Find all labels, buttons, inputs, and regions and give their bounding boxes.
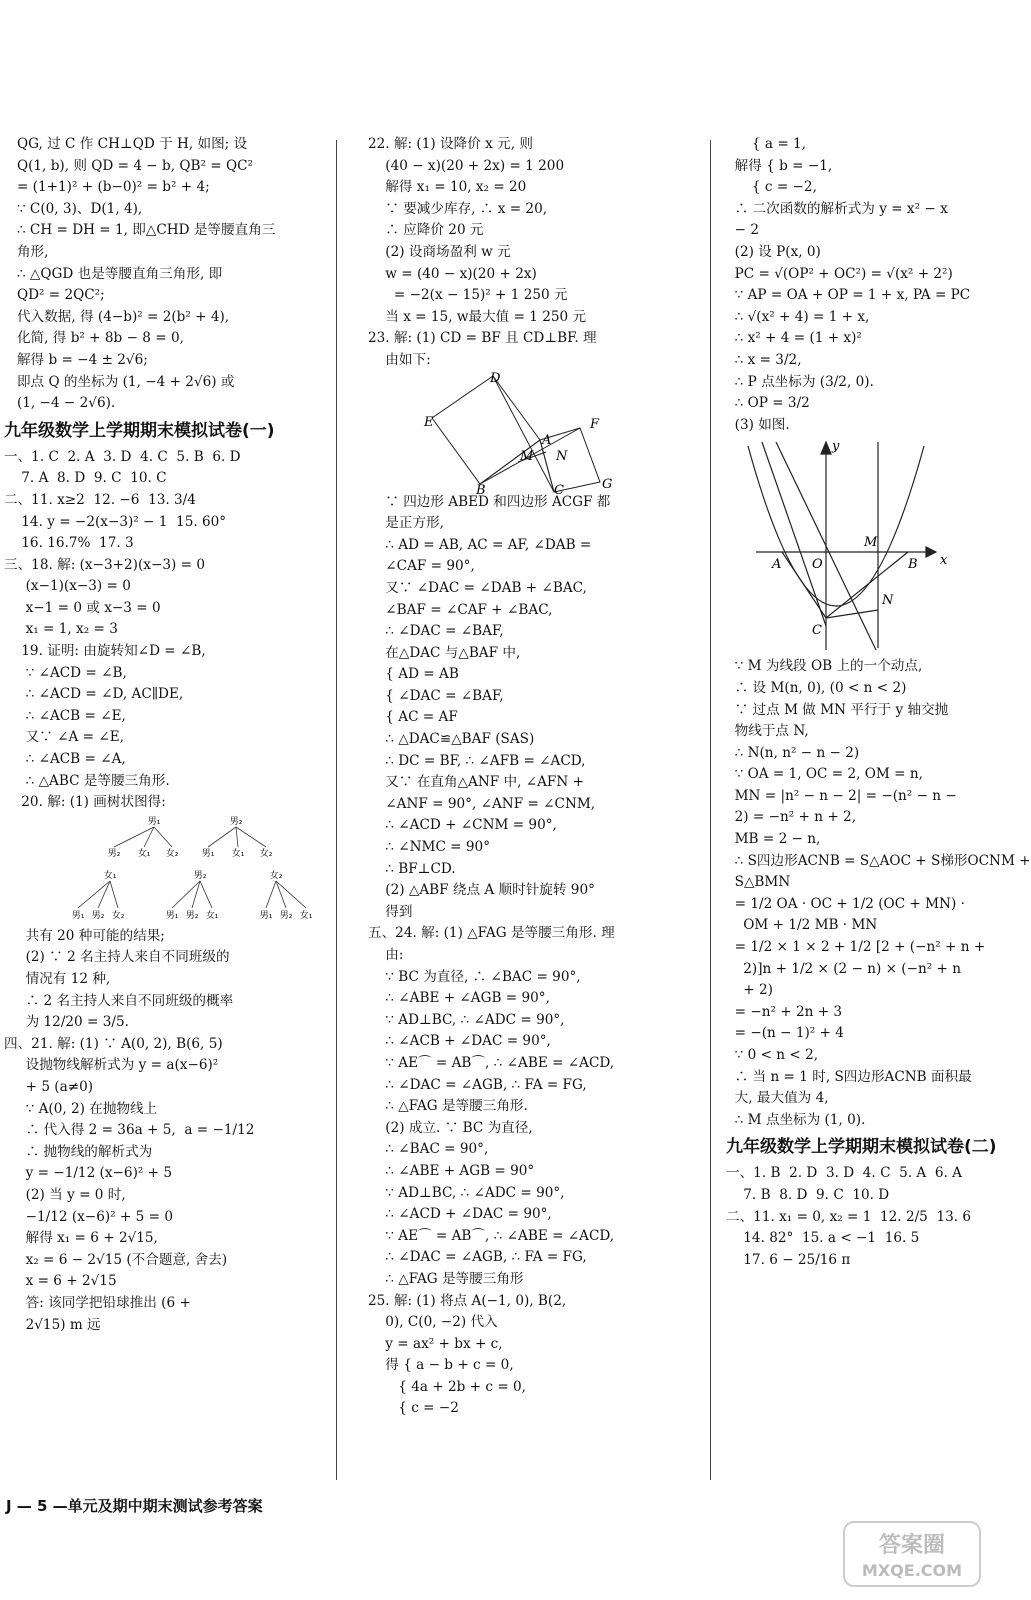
text-line: ∴ ∠DAC = ∠AGB, ∴ FA = FG, (368, 1249, 587, 1266)
column-middle (368, 134, 658, 1420)
text-line: y = ax² + bx + c, (368, 1335, 503, 1352)
text-line: ∵ 过点 M 做 MN 平行于 y 轴交抛 (726, 701, 949, 718)
text-line: 由如下: (368, 351, 431, 368)
tree-node-label: 男₁ (71, 910, 85, 921)
text-line: ∴ 2 名主持人来自不同班级的概率 (4, 992, 234, 1009)
text-line: ∵ AD⊥BC, ∴ ∠ADC = 90°, (368, 1011, 565, 1028)
graph-point-label: y (832, 439, 840, 455)
diagram-point-label: B (476, 482, 486, 498)
text-line: S△BMN (726, 874, 791, 891)
text-line: ∴ CH = DH = 1, 即△CHD 是等腰直角三 (4, 222, 276, 239)
text-line: 7. A 8. D 9. C 10. C (4, 470, 167, 487)
text-line: (3) 如图. (726, 416, 790, 433)
text-line: ∴ △DAC≌△BAF (SAS) (368, 731, 535, 748)
text-line: 三、18. 解: (x−3+2)(x−3) = 0 (4, 556, 205, 573)
tree-branch (154, 827, 172, 847)
text-line: = −2(x − 15)² + 1 250 元 (368, 287, 568, 304)
text-line: PC = √(OP² + OC²) = √(x² + 2²) (726, 265, 953, 282)
text-line: ∴ ∠ACB = ∠E, (4, 707, 126, 724)
text-line: 25. 解: (1) 将点 A(−1, 0), B(2, (368, 1292, 567, 1309)
text-line: 0), C(0, −2) 代入 (368, 1314, 498, 1331)
answer-block-q25-part3 (726, 656, 1031, 1131)
text-line: 化简, 得 b² + 8b − 8 = 0, (4, 330, 184, 347)
text-line: ∴ ∠ACD + ∠CNM = 90°, (368, 817, 557, 834)
text-line: 角形, (4, 243, 49, 260)
tree-diagram (4, 814, 326, 926)
text-line: (40 − x)(20 + 2x) = 1 200 (368, 157, 565, 174)
text-line: 情况有 12 种, (4, 971, 111, 987)
text-line: (2) 设商场盈利 w 元 (368, 243, 511, 260)
text-line: 7. B 8. D 9. C 10. D (726, 1186, 890, 1203)
text-line: ∵ M 为线段 OB 上的一个动点, (726, 658, 923, 675)
text-line: (x−1)(x−3) = 0 (4, 578, 131, 595)
text-line: 14. 82° 15. a < −1 16. 5 (726, 1230, 920, 1247)
text-line: ∴ ∠ACB + ∠DAC = 90°, (368, 1033, 551, 1050)
tree-branch (200, 881, 212, 908)
diagram-point-label: F (590, 416, 600, 432)
text-line: ∴ 二次函数的解析式为 y = x² − x (726, 200, 948, 217)
text-line: 16. 16.7% 17. 3 (4, 535, 134, 552)
answer-block-exam1-part1 (4, 447, 326, 814)
text-line: 19. 证明: 由旋转知∠D = ∠B, (4, 643, 206, 660)
text-line: 2√15) m 远 (4, 1316, 101, 1333)
tree-node-label: 男₂ (107, 848, 121, 859)
diagram-point-label: D (490, 370, 501, 386)
text-line: ∴ ∠ACD = ∠D, AC∥DE, (4, 686, 184, 703)
text-line: = −(n − 1)² + 4 (726, 1025, 844, 1042)
tree-node-label: 男₁ (147, 816, 161, 827)
text-line: 解得 { b = −1, (726, 157, 833, 174)
text-line: + 5 (a≠0) (4, 1078, 94, 1095)
text-line: (2) ∵ 2 名主持人来自不同班级的 (4, 949, 230, 966)
text-line: 一、1. B 2. D 3. D 4. C 5. A 6. A (726, 1165, 962, 1182)
text-line: = 1/2 × 1 × 2 + 1/2 [2 + (−n² + n + (726, 939, 986, 956)
answer-block-q23-q25 (368, 492, 658, 1421)
text-line: ∵ AE⌒ = AB⌒, ∴ ∠ABE = ∠ACD, (368, 1054, 615, 1071)
answer-block-q25-continued (726, 134, 988, 436)
text-line: 即点 Q 的坐标为 (1, −4 + 2√6) 或 (4, 373, 235, 390)
tree-node-label: 男₁ (201, 848, 215, 859)
text-line: ∴ 抛物线的解析式为 (4, 1143, 153, 1160)
geometry-diagram (368, 370, 658, 498)
text-line: ∵ AP = OA + OP = 1 + x, PA = PC (726, 287, 971, 304)
text-line: y = −1/12 (x−6)² + 5 (4, 1165, 172, 1182)
text-line: −1/12 (x−6)² + 5 = 0 (4, 1208, 173, 1225)
text-line: 由: (368, 947, 404, 963)
watermark-logo (842, 1520, 982, 1588)
tree-node-label: 女₁ (205, 910, 219, 921)
tree-branch (78, 881, 110, 908)
tree-node-label: 男₁ (259, 910, 273, 921)
text-line: ∵ AE⌒ = AB⌒, ∴ ∠ABE = ∠ACD, (368, 1227, 615, 1244)
answer-block-q22-q23 (368, 134, 658, 372)
text-line: ∴ P 点坐标为 (3/2, 0). (726, 373, 874, 390)
tree-node-label: 女₂ (259, 848, 273, 859)
text-line: ∴ M 点坐标为 (1, 0). (726, 1111, 866, 1128)
text-line: Q(1, b), 则 QD = 4 − b, QB² = QC² (4, 157, 253, 174)
text-line: ∵ BC 为直径, ∴ ∠BAC = 90°, (368, 968, 581, 985)
text-line: 17. 6 − 25/16 π (726, 1251, 851, 1268)
tree-node-label: 女₁ (299, 910, 313, 921)
graph-point-label: M (864, 535, 878, 551)
text-line: ∴ △FAG 是等腰三角形. (368, 1098, 528, 1115)
text-line: { AD = AB (368, 666, 459, 683)
text-line: (2) 设 P(x, 0) (726, 243, 821, 260)
text-line: ∴ AD = AB, AC = AF, ∠DAB = (368, 536, 592, 553)
text-line: ∵ 要减少库存, ∴ x = 20, (368, 200, 548, 217)
graph-point-label: B (908, 557, 918, 573)
text-line: ∴ △FAG 是等腰三角形 (368, 1270, 524, 1287)
graph-point-label: N (882, 593, 894, 609)
answer-block-exam2 (726, 1163, 988, 1271)
text-line: MN = |n² − n − 2| = −(n² − n − (726, 787, 957, 804)
tree-branch (114, 827, 154, 847)
text-line: QG, 过 C 作 CH⊥QD 于 H, 如图; 设 (4, 136, 248, 152)
tree-node-label: 男₂ (229, 816, 243, 827)
text-line: 共有 20 种可能的结果; (4, 927, 165, 944)
text-line: 大, 最大值为 4, (726, 1090, 829, 1107)
tree-node-label: 女₂ (269, 870, 283, 881)
column-divider-left (336, 140, 337, 1480)
tree-branch (276, 881, 306, 908)
text-line: 二、11. x₁ = 0, x₂ = 1 12. 2/5 13. 6 (726, 1208, 972, 1225)
text-line: w = (40 − x)(20 + 2x) (368, 265, 537, 282)
text-line: ∠BAF = ∠CAF + ∠BAC, (368, 601, 553, 618)
text-line: (2) 成立. ∵ BC 为直径, (368, 1119, 533, 1136)
graph-point-label: x (940, 553, 948, 569)
text-line: 是正方形, (368, 515, 444, 532)
text-line: ∴ ∠ABE + ∠AGB = 90°, (368, 990, 550, 1007)
text-line: (1, −4 − 2√6). (4, 395, 116, 412)
text-line: 答: 该同学把铅球推出 (6 + (4, 1294, 191, 1311)
text-line: ∵ AD⊥BC, ∴ ∠ADC = 90°, (368, 1184, 565, 1201)
text-line: ∴ △QGD 也是等腰直角三角形, 即 (4, 265, 223, 282)
text-line: 解得 x₁ = 6 + 2√15, (4, 1230, 158, 1247)
diagram-point-label: G (602, 476, 613, 492)
tree-node-label: 男₂ (193, 870, 207, 881)
text-line: = 1/2 OA · OC + 1/2 (OC + MN) · (726, 895, 965, 912)
tree-node-label: 女₁ (231, 848, 245, 859)
column-divider-right (710, 140, 711, 1480)
text-line: 一、1. C 2. A 3. D 4. C 5. B 6. D (4, 448, 241, 465)
text-line: ∵ 0 < n < 2, (726, 1047, 819, 1063)
graph-point-label: O (812, 557, 823, 573)
text-line: { AC = AF (368, 709, 458, 726)
tree-branch (236, 827, 238, 847)
section-title-exam-2: 九年级数学上学期期末模拟试卷(二) (726, 1137, 997, 1158)
text-line: MB = 2 − n, (726, 831, 821, 848)
text-line: 23. 解: (1) CD = BF 且 CD⊥BF. 理 (368, 330, 597, 347)
page-footer: J — 5 —单元及期中期末测试参考答案 (6, 1497, 263, 1515)
text-line: ∴ ∠DAC = ∠BAF, (368, 623, 504, 640)
text-line: 物线于点 N, (726, 723, 809, 740)
text-line: ∠ANF = 90°, ∠ANF = ∠CNM, (368, 795, 596, 812)
section-title-exam-1: 九年级数学上学期期末模拟试卷(一) (4, 420, 275, 441)
graph-point-label: A (772, 557, 782, 573)
text-line: (2) △ABF 绕点 A 顺时针旋转 90° (368, 882, 595, 899)
diagram-point-label: C (554, 482, 564, 498)
text-line: 解得 x₁ = 10, x₂ = 20 (368, 179, 527, 196)
text-line: ∴ △ABC 是等腰三角形. (4, 772, 170, 789)
text-line: 2) = −n² + n + 2, (726, 809, 857, 826)
text-line: ∴ N(n, n² − n − 2) (726, 744, 860, 761)
text-line: 为 12/20 = 3/5. (4, 1014, 129, 1031)
text-line: 22. 解: (1) 设降价 x 元, 则 (368, 136, 533, 152)
text-line: ∴ ∠ACB = ∠A, (4, 751, 126, 768)
text-line: ∴ ∠DAC = ∠AGB, ∴ FA = FG, (368, 1076, 587, 1093)
text-line: { a = 1, (726, 136, 807, 152)
text-line: ∴ OP = 3/2 (726, 395, 810, 412)
answer-block-q-continued (4, 134, 326, 415)
text-line: 14. y = −2(x−3)² − 1 15. 60° (4, 513, 227, 530)
tree-branch (98, 881, 110, 908)
text-line: 又∵ ∠A = ∠E, (4, 729, 124, 746)
text-line: x = 6 + 2√15 (4, 1273, 117, 1290)
text-line: ∴ 代入得 2 = 36a + 5, a = −1/12 (4, 1122, 255, 1139)
text-line: 二、11. x≥2 12. −6 13. 3/4 (4, 491, 196, 508)
text-line: { c = −2, (726, 179, 817, 196)
text-line: ∴ 应降价 20 元 (368, 222, 484, 239)
text-line: x₂ = 6 − 2√15 (不合题意, 舍去) (4, 1251, 228, 1268)
text-line: 得到 (368, 903, 413, 920)
text-line: − 2 (726, 222, 760, 239)
text-line: 五、24. 解: (1) △FAG 是等腰三角形. 理 (368, 925, 615, 942)
text-line: 20. 解: (1) 画树状图得: (4, 794, 166, 811)
text-line: ∴ ∠BAC = 90°, (368, 1141, 489, 1158)
text-line: ∴ DC = BF, ∴ ∠AFB = ∠ACD, (368, 752, 586, 769)
text-line: ∴ 设 M(n, 0), (0 < n < 2) (726, 679, 907, 696)
svg-text:答案圈: 答案圈 (878, 1533, 946, 1558)
graph-point-label: C (812, 623, 822, 639)
text-line: ∴ 当 n = 1 时, S四边形ACNB 面积最 (726, 1068, 972, 1085)
text-line: 在△DAC 与△BAF 中, (368, 644, 521, 661)
tree-node-label: 女₁ (137, 848, 151, 859)
text-line: ∵ 四边形 ABED 和四边形 ACGF 都 (368, 493, 611, 510)
text-line: ∵ A(0, 2) 在抛物线上 (4, 1100, 158, 1117)
text-line: { ∠DAC = ∠BAF, (368, 687, 504, 704)
tree-branch (110, 881, 118, 908)
text-line: 又∵ 在直角△ANF 中, ∠AFN + (368, 774, 584, 791)
text-line: ∴ ∠ABE + AGB = 90° (368, 1162, 535, 1179)
tree-branch (236, 827, 266, 847)
tree-node-label: 女₁ (103, 870, 117, 881)
text-line: ∴ ∠NMC = 90° (368, 839, 490, 856)
tree-node-label: 男₂ (91, 910, 105, 921)
tree-node-label: 女₂ (111, 910, 125, 921)
diagram-point-label: M (520, 448, 534, 464)
column-right (726, 134, 1031, 1271)
text-line: ∵ ∠ACD = ∠B, (4, 664, 127, 681)
text-line: 当 x = 15, w最大值 = 1 250 元 (368, 308, 587, 325)
text-line: ∴ x² + 4 = (1 + x)² (726, 330, 862, 347)
text-line: { 4a + 2b + c = 0, (368, 1378, 527, 1395)
column-left (4, 134, 326, 1336)
text-line: ∴ BF⊥CD. (368, 860, 456, 877)
tree-branch (266, 881, 276, 908)
text-line: ∠CAF = 90°, (368, 558, 475, 575)
text-line: ∵ OA = 1, OC = 2, OM = n, (726, 766, 923, 783)
text-line: ∴ S四边形ACNB = S△AOC + S梯形OCNM + (726, 852, 1031, 869)
svg-text:MXQE.COM: MXQE.COM (861, 1561, 963, 1580)
parabola-graph (726, 436, 988, 656)
text-line: 四、21. 解: (1) ∵ A(0, 2), B(6, 5) (4, 1035, 223, 1052)
text-line: OM + 1/2 MB · MN (726, 917, 878, 934)
text-line: ∴ √(x² + 4) = 1 + x, (726, 308, 870, 325)
diagram-point-label: E (424, 414, 434, 430)
text-line: { c = −2 (368, 1400, 459, 1417)
text-line: ∴ ∠ACD + ∠DAC = 90°, (368, 1206, 552, 1223)
tree-node-label: 男₂ (279, 910, 293, 921)
text-line: = −n² + 2n + 3 (726, 1003, 843, 1020)
diagram-point-label: N (556, 448, 568, 464)
tree-branch (144, 827, 154, 847)
text-line: x₁ = 1, x₂ = 3 (4, 621, 118, 638)
answer-block-exam1-part2 (4, 926, 326, 1336)
text-line: 又∵ ∠DAC = ∠DAB + ∠BAC, (368, 579, 587, 596)
text-line: + 2) (726, 982, 773, 999)
text-line: (2) 当 y = 0 时, (4, 1186, 126, 1203)
text-line: 解得 b = −4 ± 2√6; (4, 351, 148, 368)
tree-node-label: 男₂ (185, 910, 199, 921)
text-line: ∴ x = 3/2, (726, 351, 802, 368)
text-line: 2)]n + 1/2 × (2 − n) × (−n² + n (726, 960, 961, 977)
text-line: 得 { a − b + c = 0, (368, 1357, 514, 1374)
tree-node-label: 男₁ (165, 910, 179, 921)
text-line: 代入数据, 得 (4−b)² = 2(b² + 4), (4, 308, 230, 325)
diagram-point-label: A (542, 432, 552, 448)
text-line: = (1+1)² + (b−0)² = b² + 4; (4, 179, 210, 196)
text-line: ∵ C(0, 3)、D(1, 4), (4, 200, 143, 217)
tree-node-label: 女₂ (165, 848, 179, 859)
text-line: 设抛物线解析式为 y = a(x−6)² (4, 1057, 219, 1074)
text-line: QD² = 2QC²; (4, 287, 105, 304)
text-line: x−1 = 0 或 x−3 = 0 (4, 599, 161, 616)
tree-branch (208, 827, 236, 847)
